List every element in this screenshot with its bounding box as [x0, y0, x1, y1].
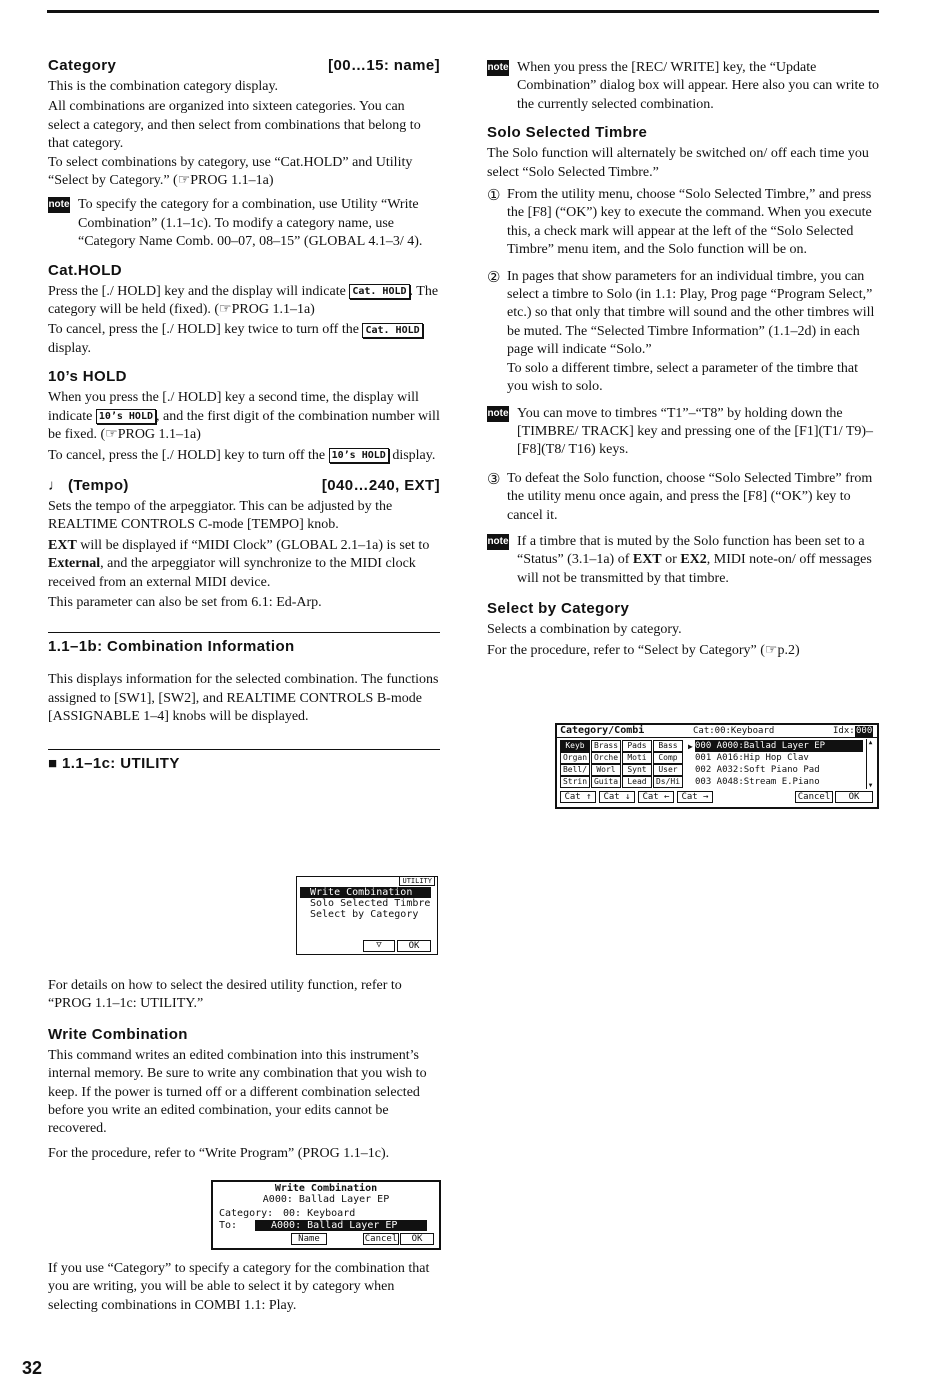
paragraph: To select combinations by category, use “Cat.HOLD” and Utility “Select by Category.” (☞PROG 1.1–1a) — [48, 154, 413, 189]
category-cell[interactable]: Synt — [622, 764, 652, 776]
paragraph: For the procedure, refer to “Write Program” (PROG 1.1–1c). — [48, 1145, 390, 1161]
heading-text: Cat.HOLD — [48, 261, 123, 279]
page-number: 32 — [22, 1358, 43, 1378]
cat-nav-button[interactable]: Cat → — [677, 791, 713, 803]
combination-list — [695, 740, 863, 788]
top-rule — [47, 10, 879, 13]
note — [48, 196, 440, 251]
note-text: To specify the category for a combination, use Utility “Write Combination” (1.1–1c). To modify a category name, use “Category Name Comb. 00–07, 08–15” (GLOBAL 4.1–3/ 4). — [78, 197, 423, 250]
range-text: [00…15: name] — [328, 57, 440, 74]
cancel-button[interactable]: Cancel — [364, 1234, 398, 1244]
step-text: From the utility menu, choose “Solo Selected Timbre,” and press the [F8] (“OK”) key to execute the command. When you execute this, a check mark will appear at the left of the “Solo Selected Timbre” menu item, and the Solo function will be on. — [507, 187, 872, 258]
chevron-down-icon[interactable]: ▽ — [363, 940, 395, 952]
write-combination-lcd — [211, 1180, 441, 1250]
lcd-tens-hold: 10’s HOLD — [96, 409, 156, 424]
cancel-button[interactable]: Cancel — [795, 791, 833, 803]
category-cell[interactable]: Bell/ — [560, 764, 590, 776]
note — [487, 59, 879, 114]
text: Press the [./ HOLD] key and the display will indicate — [48, 283, 346, 299]
left-column — [48, 57, 440, 776]
text: display. — [388, 447, 436, 463]
solo-heading — [487, 124, 879, 141]
paragraph: This parameter can also be set from 6.1: Ed-Arp. — [48, 594, 322, 610]
category-heading — [48, 57, 440, 74]
left-column-lower — [48, 977, 440, 1165]
text: , and the first digit of the combination number will be fixed. (☞PROG 1.1–1a) — [48, 408, 440, 443]
ok-button[interactable]: OK — [397, 940, 431, 952]
scroll-down-icon[interactable]: ▼ — [868, 782, 873, 789]
range-text: [040…240, EXT] — [321, 476, 440, 494]
paragraph — [48, 389, 440, 444]
category-cell[interactable]: Pads — [622, 740, 652, 752]
step-3 — [487, 470, 879, 525]
lcd-category-value[interactable]: 00: Keyboard — [283, 1208, 356, 1219]
step-1 — [487, 186, 879, 260]
scroll-up-icon[interactable]: ▲ — [868, 739, 873, 746]
cat-nav-button[interactable]: Cat ← — [638, 791, 674, 803]
name-button[interactable]: Name — [291, 1233, 327, 1245]
text: , MIDI note-on/ off messages will not be transmitted by that timbre. — [517, 552, 872, 586]
lcd-idx-label: Idx: — [833, 726, 855, 736]
heading-text: Select by Category — [487, 600, 630, 618]
note-icon: note — [487, 406, 509, 422]
ok-button[interactable]: OK — [835, 791, 873, 803]
category-cell[interactable]: Keyb — [560, 740, 590, 752]
tens-hold-heading — [48, 368, 440, 385]
category-cell[interactable]: Moti — [622, 752, 652, 764]
paragraph — [48, 283, 440, 320]
heading-text: ♩ (Tempo) — [48, 476, 129, 494]
note-text — [517, 533, 879, 588]
note — [487, 533, 879, 588]
bold-text: External — [48, 556, 101, 572]
paragraph: If you use “Category” to specify a category for the combination that you are writing, you will be able to select it by category when selecting combinations in COMBI 1.1: Play. — [48, 1261, 430, 1313]
heading-text: Solo Selected Timbre — [487, 124, 648, 142]
select-by-category-heading — [487, 600, 879, 617]
utility-heading — [48, 755, 440, 772]
paragraph — [48, 447, 440, 465]
heading-text: Write Combination — [48, 1025, 188, 1043]
utility-tab: UTILITY — [399, 876, 435, 886]
heading-text: ■ 1.1–1c: UTILITY — [48, 754, 180, 772]
heading-text: 1.1–1b: Combination Information — [48, 638, 295, 656]
utility-menu-item[interactable]: Solo Selected Timbre — [310, 898, 431, 909]
note-text: You can move to timbres “T1”–“T8” by holding down the [TIMBRE/ TRACK] key and pressing one of the [F1](T1/ T9)–[F8](T8/ T16) keys. — [517, 405, 874, 458]
step-number: ③ — [487, 471, 501, 488]
heading-text: Category — [48, 57, 117, 74]
text: or — [661, 552, 681, 568]
lcd-divider — [557, 737, 877, 738]
utility-section — [48, 749, 440, 772]
right-column — [487, 59, 879, 662]
text: , and the arpeggiator will synchronize to the MIDI clock received from an external MIDI device. — [48, 556, 416, 590]
left-column-end — [48, 1260, 440, 1317]
combination-list-item[interactable]: 001 A016:Hip Hop Clav — [695, 753, 809, 763]
category-cell[interactable]: Strin — [560, 776, 590, 788]
utility-menu-item[interactable]: Write Combination — [300, 887, 431, 898]
heading-text: 10’s HOLD — [48, 368, 127, 386]
text: . The category will be held (fixed). (☞PROG 1.1–1a) — [48, 283, 439, 318]
note-icon: note — [48, 197, 70, 213]
lcd-tens-hold: 10’s HOLD — [329, 448, 389, 463]
bold-text: EXT — [632, 552, 662, 568]
category-cell[interactable]: Organ — [560, 752, 590, 764]
note-icon: note — [487, 534, 509, 550]
paragraph — [48, 321, 440, 358]
combination-list-item[interactable]: 000 A000:Ballad Layer EP — [695, 740, 863, 752]
bold-text: EX2 — [680, 552, 707, 568]
category-cell[interactable]: Brass — [591, 740, 621, 752]
lcd-to-value[interactable]: A000: Ballad Layer EP — [255, 1220, 427, 1231]
lcd-title: Write Combination — [274, 1183, 378, 1194]
bold-text: EXT — [48, 537, 77, 553]
category-cell[interactable]: Worl — [591, 764, 621, 776]
paragraph: Sets the tempo of the arpeggiator. This can be adjusted by the REALTIME CONTROLS C-mode [TEMPO] knob. — [48, 498, 393, 533]
paragraph: Selects a combination by category. — [487, 622, 682, 638]
combination-list-item[interactable]: 003 A048:Stream E.Piano — [695, 777, 820, 787]
info-heading — [48, 638, 440, 655]
step-text: To solo a different timbre, select a parameter of the timbre that you wish to solo. — [507, 360, 858, 395]
text: If a timbre that is muted by the Solo function has been set to a “Status” (3.1–1a) of — [517, 533, 865, 568]
lcd-title: Category/Combi — [560, 725, 645, 736]
text: When you press the [./ HOLD] key a second time, the display will indicate — [48, 390, 419, 424]
ok-button[interactable]: OK — [400, 1233, 434, 1245]
lcd-combi-name: A000: Ballad Layer EP — [262, 1194, 390, 1205]
step-number: ② — [487, 269, 501, 286]
paragraph: This displays information for the selected combination. The functions assigned to [SW1], [SW2], and REALTIME CONTROLS B-mode [ASSIGNABLE 1–4] knobs will be displayed. — [48, 672, 439, 725]
combination-list-item[interactable]: 002 A032:Soft Piano Pad — [695, 765, 820, 775]
note — [487, 405, 879, 460]
lcd-category-label: Category: — [219, 1208, 274, 1219]
paragraph — [48, 537, 440, 592]
lcd-category: Cat:00:Keyboard — [693, 726, 775, 736]
cat-nav-button[interactable]: Cat ↓ — [599, 791, 635, 803]
tempo-heading — [48, 477, 440, 494]
category-combi-lcd — [555, 723, 879, 809]
paragraph: All combinations are organized into sixteen categories. You can select a category, and then select from combinations that belong to that category. — [48, 99, 421, 152]
category-cell[interactable]: Bass — [653, 740, 683, 752]
lcd-cat-hold: Cat. HOLD — [349, 284, 409, 299]
cat-nav-button[interactable]: Cat ↑ — [560, 791, 596, 803]
text: To cancel, press the [./ HOLD] key to turn off the — [48, 447, 326, 463]
arrow-icon: ▶ — [688, 742, 693, 751]
lcd-to-label: To: — [219, 1220, 238, 1231]
category-cell[interactable]: Comp — [653, 752, 683, 764]
paragraph: For details on how to select the desired utility function, refer to “PROG 1.1–1c: UTILITY.” — [48, 978, 402, 1012]
write-heading — [48, 1026, 440, 1043]
step-text: To defeat the Solo function, choose “Solo Selected Timbre” from the utility menu once again, and press the [F8] (“OK”) key to cancel it. — [507, 470, 873, 523]
text: will be displayed if “MIDI Clock” (GLOBAL 2.1–1a) is set to — [76, 537, 430, 553]
utility-lcd — [296, 876, 438, 955]
step-2 — [487, 268, 879, 397]
paragraph: The Solo function will alternately be switched on/ off each time you select “Solo Selected Timbre.” — [487, 146, 869, 180]
text: To cancel, press the [./ HOLD] key twice to turn off the — [48, 322, 359, 338]
paragraph: This command writes an edited combination into this instrument’s internal memory. Be sure to write any combination that you wish to keep. If the power is turned off or a different combination selected before you write an edited combination, your edits cannot be recovered. — [48, 1047, 427, 1137]
lcd-idx-value[interactable]: 000 — [856, 726, 873, 736]
info-section — [48, 632, 440, 726]
category-cell[interactable]: Orche — [591, 752, 621, 764]
cathold-heading — [48, 262, 440, 279]
lcd-cat-hold: Cat. HOLD — [362, 323, 422, 338]
paragraph: For the procedure, refer to “Select by Category” (☞p.2) — [487, 642, 800, 658]
text: display. — [48, 340, 92, 356]
category-cell[interactable]: Ds/Hi — [653, 776, 683, 788]
scrollbar[interactable] — [866, 739, 874, 789]
category-cell[interactable]: Lead — [622, 776, 652, 788]
step-number: ① — [487, 188, 501, 205]
paragraph: This is the combination category display. — [48, 79, 279, 94]
note-icon: note — [487, 60, 509, 76]
category-cell[interactable]: Guita — [591, 776, 621, 788]
step-text: In pages that show parameters for an individual timbre, you can select a timbre to Solo (in 1.1: Play, Prog page “Program Select,” etc.) so that only that timbre will sound and the other timbres will be muted. The “Selected Timbre Information” (1.1–2d) in each page will indicate “Solo.” — [507, 268, 875, 358]
utility-menu-item[interactable]: Select by Category — [310, 909, 419, 920]
note-text: When you press the [REC/ WRITE] key, the “Update Combination” dialog box will appear. Here also you can write to the currently selected combination. — [517, 60, 879, 112]
category-cell[interactable]: User — [653, 764, 683, 776]
